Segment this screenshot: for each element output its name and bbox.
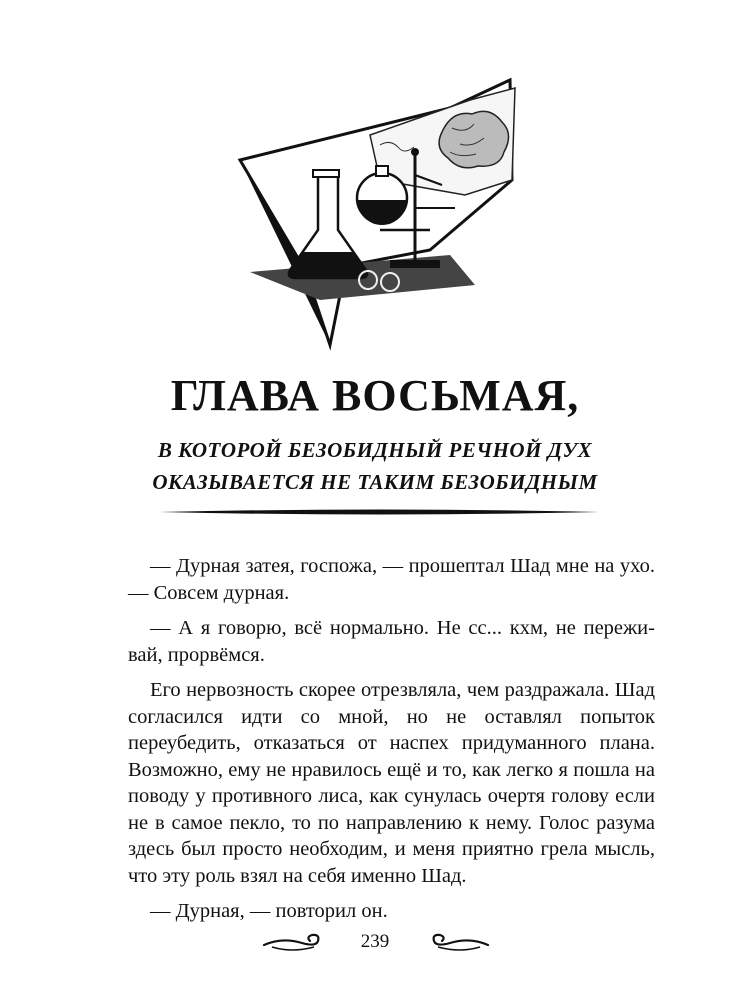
right-flourish-ornament bbox=[422, 931, 490, 955]
paragraph-4: — Дурная, — повторил он. bbox=[150, 900, 388, 922]
paragraph-1: — Дурная затея, госпожа, — прошептал Шад мне на ухо. — Совсем дурная. bbox=[128, 555, 655, 604]
laboratory-flask-illustration bbox=[230, 60, 540, 360]
title-divider bbox=[160, 505, 600, 519]
chapter-subtitle-line-2: ОКАЗЫВАЕТСЯ НЕ ТАКИМ БЕЗОБИДНЫМ bbox=[152, 470, 598, 494]
page-footer bbox=[0, 925, 750, 965]
chapter-subtitle-line-1: В КОТОРОЙ БЕЗОБИДНЫЙ РЕЧНОЙ ДУХ bbox=[157, 438, 593, 462]
paragraph-3: Его нервозность скорее отрезвляла, чем раздражала. Шад согласился идти со мной, но не оставлял попыток переубедить, отказаться от наспех придуманного плана. Возможно, ему не нравилось ещё и то, как легко я пошла на поводу у противного лиса, как сунулась очертя голову если не в самое пекло, то по направлению к нему. Голос разума здесь был просто необходим, и меня приятно грела мысль, что эту роль взял на себя именно Шад. bbox=[128, 679, 655, 887]
chapter-body bbox=[128, 553, 655, 934]
paragraph-2: — А я говорю, всё нормально. Не сс... кхм, не пережи-вай, прорвёмся. bbox=[128, 617, 655, 666]
left-flourish-ornament bbox=[262, 931, 330, 955]
chapter-title: ГЛАВА ВОСЬМАЯ, bbox=[170, 371, 580, 420]
page-number: 239 bbox=[360, 931, 390, 952]
